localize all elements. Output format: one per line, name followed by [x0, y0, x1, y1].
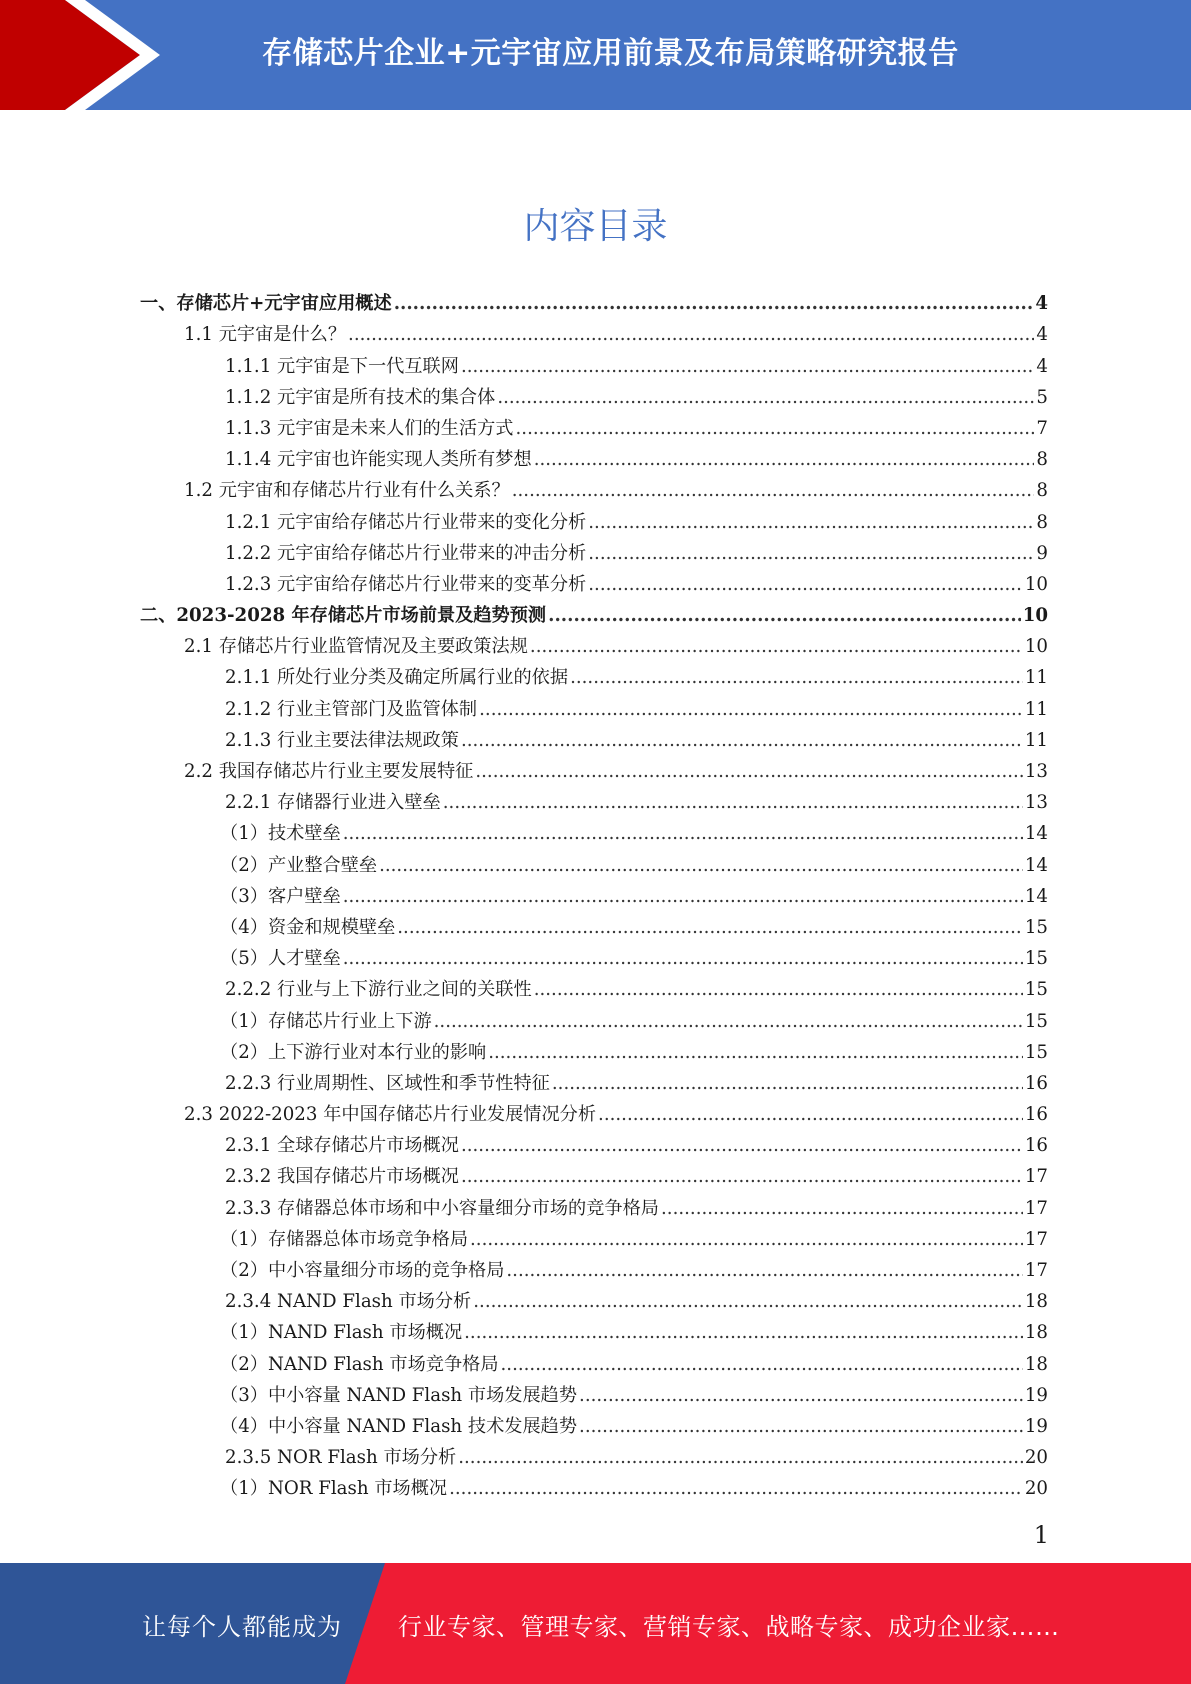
toc-entry-title: （5）人才壁垒: [220, 948, 341, 970]
toc-entry-page: 15: [1024, 948, 1048, 970]
toc-entry[interactable]: [140, 378, 1048, 409]
toc-leader-dots: [379, 855, 1023, 877]
toc-entry-page: 11: [1024, 698, 1048, 720]
toc-entry[interactable]: [140, 1095, 1048, 1126]
toc-entry-page: 17: [1024, 1197, 1048, 1219]
toc-entry-title: 二、2023-2028 年存储芯片市场前景及趋势预测: [140, 605, 547, 627]
toc-entry-page: 8: [1036, 511, 1048, 533]
toc-entry[interactable]: [140, 783, 1048, 814]
toc-entry[interactable]: [140, 471, 1048, 502]
toc-entry-title: （4）中小容量 NAND Flash 技术发展趋势: [220, 1415, 578, 1437]
toc-entry[interactable]: [140, 1407, 1048, 1438]
toc-leader-dots: [588, 543, 1034, 565]
toc-entry[interactable]: [140, 1469, 1048, 1500]
toc-entry-title: （1）NAND Flash 市场概况: [220, 1322, 463, 1344]
toc-entry-title: 2.1 存储芯片行业监管情况及主要政策法规: [184, 636, 528, 658]
toc-entry-title: （1）技术壁垒: [220, 823, 341, 845]
toc-entry-page: 10: [1024, 636, 1048, 658]
toc-entry[interactable]: [140, 877, 1048, 908]
toc-entry-title: 1.2.1 元宇宙给存储芯片行业带来的变化分析: [225, 511, 587, 533]
toc-entry-title: （3）客户壁垒: [220, 885, 341, 907]
toc-entry-page: 10: [1022, 605, 1048, 627]
toc-leader-dots: [461, 356, 1034, 378]
table-of-contents: [140, 284, 1048, 1500]
toc-leader-dots: [443, 792, 1023, 814]
toc-entry-page: 15: [1024, 1010, 1048, 1032]
toc-entry-title: 2.2.2 行业与上下游行业之间的关联性: [225, 979, 532, 1001]
toc-leader-dots: [461, 1166, 1023, 1188]
toc-entry-page: 8: [1036, 480, 1048, 502]
toc-leader-dots: [473, 1291, 1023, 1313]
toc-entry[interactable]: [140, 908, 1048, 939]
toc-entry-page: 18: [1024, 1353, 1048, 1375]
toc-entry[interactable]: [140, 1188, 1048, 1219]
toc-entry[interactable]: [140, 970, 1048, 1001]
toc-entry[interactable]: [140, 1126, 1048, 1157]
toc-entry-page: 4: [1036, 324, 1048, 346]
toc-leader-dots: [461, 1135, 1023, 1157]
toc-entry-page: 10: [1024, 573, 1048, 595]
toc-entry[interactable]: [140, 596, 1048, 627]
toc-entry-title: 1.1.3 元宇宙是未来人们的生活方式: [225, 417, 514, 439]
toc-entry-page: 15: [1024, 979, 1048, 1001]
toc-entry-page: 16: [1024, 1135, 1048, 1157]
toc-leader-dots: [434, 1011, 1023, 1033]
toc-entry-page: 8: [1036, 449, 1048, 471]
toc-entry-page: 19: [1024, 1384, 1048, 1406]
toc-leader-dots: [449, 1478, 1023, 1500]
toc-entry-page: 4: [1036, 355, 1048, 377]
toc-entry[interactable]: [140, 346, 1048, 377]
toc-entry-page: 5: [1036, 386, 1048, 408]
toc-entry-page: 18: [1024, 1322, 1048, 1344]
toc-leader-dots: [516, 418, 1035, 440]
toc-entry-title: （2）上下游行业对本行业的影响: [220, 1041, 487, 1063]
toc-entry[interactable]: [140, 1313, 1048, 1344]
toc-entry[interactable]: [140, 440, 1048, 471]
toc-entry[interactable]: [140, 939, 1048, 970]
toc-entry[interactable]: [140, 752, 1048, 783]
toc-entry-page: 17: [1024, 1260, 1048, 1281]
toc-entry-title: 2.3.4 NAND Flash 市场分析: [225, 1291, 472, 1313]
page-number: 1: [1033, 1521, 1049, 1549]
toc-entry[interactable]: [140, 1001, 1048, 1032]
toc-entry[interactable]: [140, 1438, 1048, 1469]
toc-entry[interactable]: [140, 1033, 1048, 1064]
toc-leader-dots: [458, 1447, 1023, 1469]
toc-entry-page: 17: [1024, 1228, 1048, 1250]
toc-entry[interactable]: [140, 1157, 1048, 1188]
toc-entry-title: （2）中小容量细分市场的竞争格局: [220, 1260, 505, 1281]
toc-leader-dots: [394, 293, 1034, 315]
toc-entry[interactable]: [140, 1220, 1048, 1251]
toc-entry-page: 16: [1024, 1072, 1048, 1094]
toc-entry[interactable]: [140, 1344, 1048, 1375]
toc-leader-dots: [579, 1416, 1023, 1438]
toc-entry[interactable]: [140, 284, 1048, 315]
toc-entry-page: 7: [1036, 417, 1048, 439]
toc-entry[interactable]: [140, 409, 1048, 440]
toc-leader-dots: [530, 636, 1023, 658]
toc-entry[interactable]: [140, 721, 1048, 752]
toc-entry-page: 11: [1024, 729, 1048, 751]
toc-entry-title: 2.3.3 存储器总体市场和中小容量细分市场的竞争格局: [225, 1197, 659, 1219]
toc-entry-page: 15: [1024, 1041, 1048, 1063]
toc-entry[interactable]: [140, 627, 1048, 658]
toc-leader-dots: [488, 1042, 1023, 1064]
toc-entry[interactable]: [140, 315, 1048, 346]
toc-entry-page: 19: [1024, 1415, 1048, 1437]
toc-leader-dots: [570, 667, 1023, 689]
toc-leader-dots: [348, 324, 1034, 346]
toc-entry-title: 1.2.2 元宇宙给存储芯片行业带来的冲击分析: [225, 542, 587, 564]
toc-entry-title: （1）NOR Flash 市场概况: [220, 1478, 448, 1500]
toc-entry-title: 1.2 元宇宙和存储芯片行业有什么关系？: [184, 480, 510, 502]
toc-leader-dots: [475, 761, 1023, 783]
report-title: 存储芯片企业+元宇宙应用前景及布局策略研究报告: [262, 36, 959, 71]
toc-entry[interactable]: [140, 1282, 1048, 1313]
toc-entry-title: 一、存储芯片+元宇宙应用概述: [140, 293, 392, 315]
footer-banner: [0, 1563, 1191, 1684]
toc-entry-title: 2.2 我国存储芯片行业主要发展特征: [184, 761, 474, 782]
toc-entry-page: 11: [1024, 667, 1048, 689]
toc-entry[interactable]: [140, 1251, 1048, 1282]
toc-entry-page: 20: [1024, 1447, 1048, 1469]
toc-entry-page: 18: [1024, 1291, 1048, 1313]
toc-entry-title: 2.1.2 行业主管部门及监管体制: [225, 698, 478, 720]
toc-leader-dots: [534, 979, 1023, 1001]
toc-entry[interactable]: [140, 658, 1048, 689]
toc-leader-dots: [552, 1073, 1023, 1095]
toc-leader-dots: [470, 1229, 1023, 1251]
toc-entry-title: 2.3.2 我国存储芯片市场概况: [225, 1166, 459, 1188]
toc-entry-page: 15: [1024, 916, 1048, 938]
toc-entry-page: 13: [1024, 761, 1048, 782]
toc-entry-title: （1）存储芯片行业上下游: [220, 1010, 432, 1032]
toc-leader-dots: [534, 449, 1035, 471]
toc-leader-dots: [506, 1260, 1022, 1282]
toc-entry-title: 1.1.4 元宇宙也许能实现人类所有梦想: [225, 449, 532, 471]
toc-entry[interactable]: [140, 814, 1048, 845]
toc-entry-page: 4: [1035, 293, 1048, 315]
toc-leader-dots: [588, 574, 1023, 596]
header-banner: [0, 0, 1191, 110]
toc-entry-page: 20: [1024, 1478, 1048, 1500]
toc-entry-page: 14: [1024, 885, 1048, 907]
footer-slogan-right: 行业专家、管理专家、营销专家、战略专家、成功企业家……: [398, 1613, 1060, 1641]
toc-leader-dots: [548, 605, 1021, 627]
toc-entry-title: （4）资金和规模壁垒: [220, 916, 396, 938]
toc-entry-title: （2）产业整合壁垒: [220, 854, 378, 876]
toc-entry-title: （1）存储器总体市场竞争格局: [220, 1228, 469, 1250]
toc-leader-dots: [343, 886, 1023, 908]
toc-leader-dots: [343, 823, 1023, 845]
toc-entry[interactable]: [140, 565, 1048, 596]
toc-entry-title: 1.2.3 元宇宙给存储芯片行业带来的变革分析: [225, 573, 587, 595]
toc-leader-dots: [579, 1385, 1023, 1407]
toc-entry-title: 2.2.3 行业周期性、区域性和季节性特征: [225, 1072, 550, 1094]
toc-leader-dots: [479, 699, 1023, 721]
toc-entry-page: 17: [1024, 1166, 1048, 1188]
toc-entry-title: （3）中小容量 NAND Flash 市场发展趋势: [220, 1384, 578, 1406]
toc-entry[interactable]: [140, 534, 1048, 565]
toc-entry[interactable]: [140, 502, 1048, 533]
toc-leader-dots: [461, 730, 1023, 752]
toc-entry-page: 14: [1024, 854, 1048, 876]
toc-entry-page: 16: [1024, 1104, 1048, 1126]
toc-entry[interactable]: [140, 845, 1048, 876]
toc-entry-title: 1.1.1 元宇宙是下一代互联网: [225, 355, 459, 377]
toc-entry-title: 2.3.1 全球存储芯片市场概况: [225, 1135, 459, 1157]
toc-entry-title: 2.3.5 NOR Flash 市场分析: [225, 1447, 457, 1469]
toc-leader-dots: [497, 387, 1034, 409]
toc-leader-dots: [501, 1354, 1023, 1376]
toc-leader-dots: [343, 948, 1023, 970]
toc-entry-title: 1.1 元宇宙是什么？: [184, 324, 347, 346]
toc-entry[interactable]: [140, 689, 1048, 720]
toc-leader-dots: [397, 917, 1023, 939]
toc-entry-title: 2.1.1 所处行业分类及确定所属行业的依据: [225, 667, 569, 689]
toc-entry[interactable]: [140, 1376, 1048, 1407]
toc-leader-dots: [512, 480, 1035, 502]
toc-leader-dots: [464, 1322, 1023, 1344]
toc-entry-page: 9: [1036, 542, 1048, 564]
toc-leader-dots: [588, 512, 1034, 534]
toc-heading: 内容目录: [523, 206, 668, 247]
toc-entry-title: （2）NAND Flash 市场竞争格局: [220, 1353, 499, 1375]
toc-entry-title: 2.1.3 行业主要法律法规政策: [225, 729, 459, 751]
toc-entry[interactable]: [140, 1064, 1048, 1095]
footer-slogan-left: 让每个人都能成为: [142, 1613, 342, 1641]
toc-entry-page: 14: [1024, 823, 1048, 845]
toc-entry-title: 2.2.1 存储器行业进入壁垒: [225, 792, 441, 814]
toc-entry-title: 2.3 2022-2023 年中国存储芯片行业发展情况分析: [184, 1104, 597, 1126]
toc-entry-page: 13: [1024, 792, 1048, 814]
toc-leader-dots: [598, 1104, 1023, 1126]
toc-leader-dots: [661, 1198, 1023, 1220]
toc-entry-title: 1.1.2 元宇宙是所有技术的集合体: [225, 386, 496, 408]
